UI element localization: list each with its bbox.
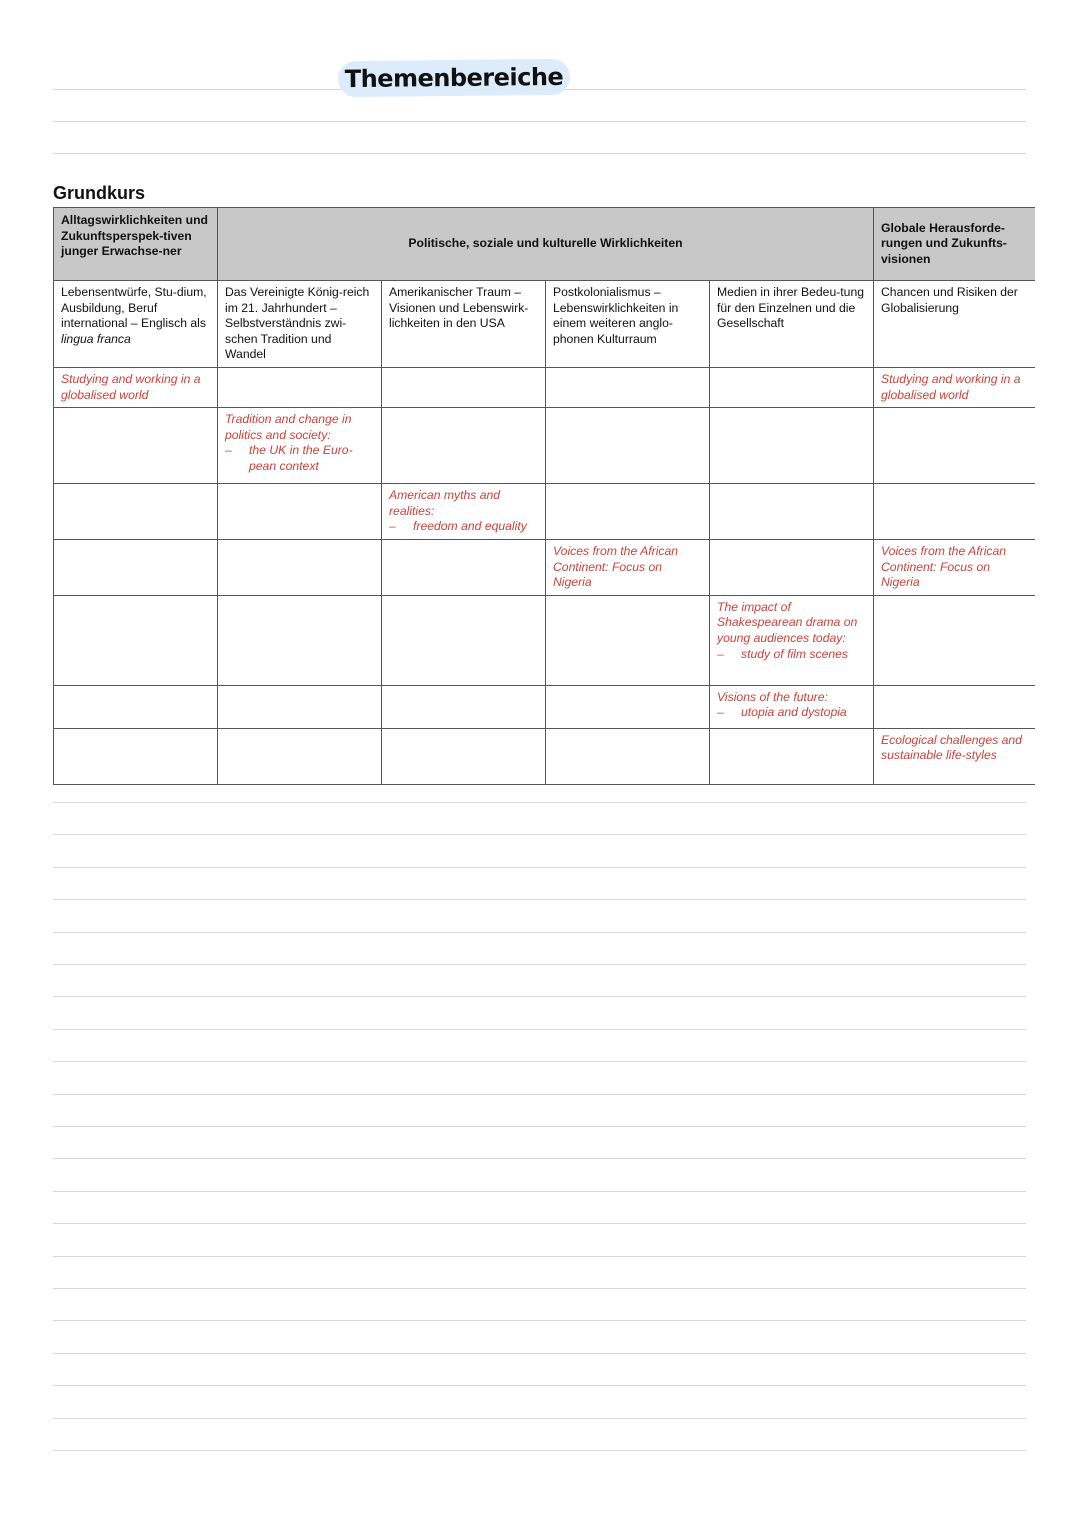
ruled-line <box>53 121 1026 122</box>
empty-cell <box>218 595 382 685</box>
empty-cell <box>218 728 382 784</box>
header-cell-global-challenges: Globale Herausforde-rungen und Zukunfts-visionen <box>874 208 1035 281</box>
empty-cell <box>710 368 874 408</box>
empty-cell <box>546 408 710 484</box>
ruled-line <box>53 1353 1026 1354</box>
focus-subitem: – the UK in the Euro-pean context <box>225 443 374 474</box>
ruled-line <box>53 899 1026 900</box>
ruled-line <box>53 932 1026 933</box>
focus-cell: Voices from the African Continent: Focus on Nigeria <box>874 539 1035 595</box>
empty-cell <box>546 484 710 540</box>
focus-subitem: – utopia and dystopia <box>717 705 866 721</box>
focus-cell: American myths and realities: – freedom and equality <box>382 484 546 540</box>
focus-subitem: – freedom and equality <box>389 519 538 535</box>
ruled-line <box>53 1288 1026 1289</box>
header-cell-young-adults: Alltagswirklichkeiten und Zukunftsperspek-tiven junger Erwachse-ner <box>54 208 218 281</box>
topic-cell: Amerikanischer Traum – Visionen und Lebenswirk-lichkeiten in den USA <box>382 281 546 368</box>
empty-cell <box>382 539 546 595</box>
empty-cell <box>382 368 546 408</box>
ruled-line <box>53 1029 1026 1030</box>
ruled-line <box>53 153 1026 154</box>
ruled-line <box>53 996 1026 997</box>
empty-cell <box>710 484 874 540</box>
topics-table <box>53 207 1035 785</box>
empty-cell <box>874 408 1035 484</box>
ruled-line <box>53 834 1026 835</box>
table-row <box>54 484 1035 540</box>
header-cell-realities: Politische, soziale und kulturelle Wirklichkeiten <box>218 208 874 281</box>
empty-cell <box>710 728 874 784</box>
empty-cell <box>218 539 382 595</box>
ruled-line <box>53 1256 1026 1257</box>
table-header-row <box>54 208 1035 281</box>
empty-cell <box>546 685 710 728</box>
ruled-line <box>53 867 1026 868</box>
topic-cell: Chancen und Risiken der Globalisierung <box>874 281 1035 368</box>
ruled-line <box>53 1126 1026 1127</box>
empty-cell <box>218 685 382 728</box>
ruled-line <box>53 964 1026 965</box>
empty-cell <box>874 484 1035 540</box>
empty-cell <box>54 408 218 484</box>
table-row <box>54 595 1035 685</box>
page-title: Themenbereiche <box>338 59 570 97</box>
empty-cell <box>54 685 218 728</box>
table-row <box>54 728 1035 784</box>
ruled-line <box>53 1158 1026 1159</box>
focus-cell: Visions of the future: – utopia and dystopia <box>710 685 874 728</box>
empty-cell <box>218 368 382 408</box>
topic-cell: Lebensentwürfe, Stu-dium, Ausbildung, Beruf international – Englisch als lingua franca <box>54 281 218 368</box>
ruled-line <box>53 1320 1026 1321</box>
empty-cell <box>710 539 874 595</box>
table-row-topics <box>54 281 1035 368</box>
empty-cell <box>546 368 710 408</box>
table-row <box>54 408 1035 484</box>
ruled-line <box>53 1385 1026 1386</box>
ruled-line <box>53 1094 1026 1095</box>
empty-cell <box>382 728 546 784</box>
empty-cell <box>54 539 218 595</box>
empty-cell <box>382 408 546 484</box>
empty-cell <box>710 408 874 484</box>
ruled-line <box>53 1191 1026 1192</box>
empty-cell <box>546 728 710 784</box>
empty-cell <box>54 595 218 685</box>
ruled-line <box>53 802 1026 803</box>
topic-cell: Postkolonialismus – Lebenswirklichkeiten in einem weiteren anglo-phonen Kulturraum <box>546 281 710 368</box>
empty-cell <box>874 685 1035 728</box>
focus-cell: Studying and working in a globalised world <box>54 368 218 408</box>
empty-cell <box>382 595 546 685</box>
empty-cell <box>218 484 382 540</box>
focus-cell: Ecological challenges and sustainable life-styles <box>874 728 1035 784</box>
ruled-line <box>53 1061 1026 1062</box>
empty-cell <box>874 595 1035 685</box>
focus-cell: Tradition and change in politics and society: – the UK in the Euro-pean context <box>218 408 382 484</box>
empty-cell <box>546 595 710 685</box>
focus-cell: Studying and working in a globalised world <box>874 368 1035 408</box>
ruled-line <box>53 1418 1026 1419</box>
focus-subitem: – study of film scenes <box>717 647 866 663</box>
empty-cell <box>382 685 546 728</box>
ruled-line <box>53 1223 1026 1224</box>
table-row <box>54 685 1035 728</box>
ruled-line <box>53 1450 1026 1451</box>
table-row <box>54 368 1035 408</box>
topic-cell: Das Vereinigte König-reich im 21. Jahrhundert – Selbstverständnis zwi-schen Tradition und Wandel <box>218 281 382 368</box>
topic-italic: lingua franca <box>61 331 131 346</box>
focus-cell: The impact of Shakespearean drama on young audiences today: – study of film scenes <box>710 595 874 685</box>
empty-cell <box>54 728 218 784</box>
course-heading: Grundkurs <box>53 183 146 203</box>
topic-cell: Medien in ihrer Bedeu-tung für den Einzelnen und die Gesellschaft <box>710 281 874 368</box>
empty-cell <box>54 484 218 540</box>
table-row <box>54 539 1035 595</box>
focus-cell: Voices from the African Continent: Focus on Nigeria <box>546 539 710 595</box>
